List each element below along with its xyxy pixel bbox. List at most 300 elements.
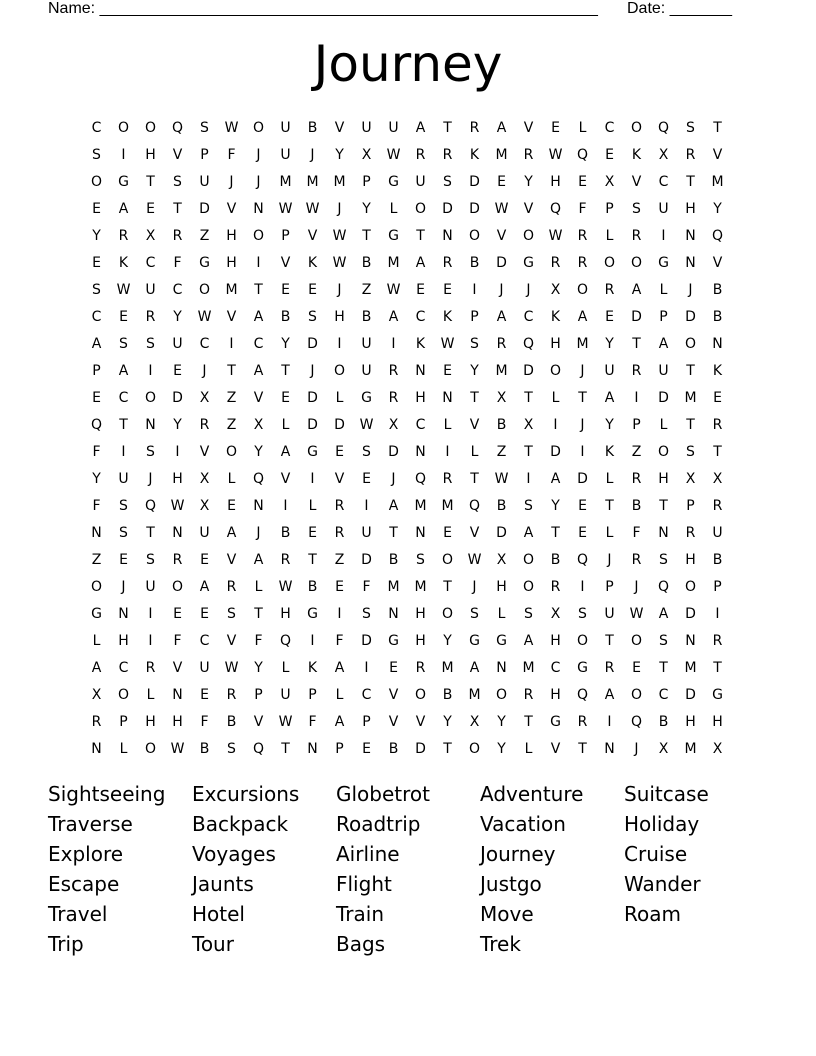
grid-letter: Y <box>254 443 263 460</box>
word-list-item: Cruise <box>624 842 688 866</box>
grid-letter: E <box>173 605 182 622</box>
grid-letter: L <box>659 416 668 433</box>
grid-letter: O <box>630 632 643 649</box>
grid-letter: R <box>442 254 453 271</box>
word-list-item: Escape <box>48 872 120 896</box>
grid-letter: I <box>310 470 315 487</box>
grid-letter: A <box>550 470 561 487</box>
grid-letter: R <box>712 497 723 514</box>
grid-letter: W <box>440 335 455 352</box>
grid-letter: R <box>118 227 129 244</box>
grid-letter: B <box>469 254 480 271</box>
grid-letter: L <box>389 200 398 217</box>
grid-letter: V <box>496 227 507 244</box>
grid-letter: S <box>146 551 155 568</box>
grid-letter: U <box>280 146 291 163</box>
word-list-item: Bags <box>336 932 386 956</box>
word-list-item: Traverse <box>48 812 133 836</box>
grid-letter: H <box>415 605 426 622</box>
grid-letter: W <box>278 200 293 217</box>
grid-letter: E <box>605 146 614 163</box>
grid-letter: R <box>577 254 588 271</box>
grid-letter: N <box>118 605 129 622</box>
grid-letter: R <box>172 227 183 244</box>
grid-letter: I <box>445 443 450 460</box>
grid-letter: B <box>712 308 723 325</box>
grid-letter: R <box>388 389 399 406</box>
grid-letter: D <box>658 389 669 406</box>
grid-letter: W <box>548 227 563 244</box>
grid-letter: H <box>712 713 723 730</box>
grid-letter: Y <box>497 740 506 757</box>
grid-letter: L <box>146 686 155 703</box>
grid-letter: E <box>173 362 182 379</box>
word-list-item: Journey <box>480 842 556 866</box>
grid-letter: P <box>686 497 695 514</box>
grid-letter: E <box>578 173 587 190</box>
grid-letter: H <box>550 686 561 703</box>
grid-letter: S <box>119 497 128 514</box>
grid-letter: S <box>119 335 128 352</box>
grid-letter: I <box>661 227 666 244</box>
grid-letter: E <box>227 497 236 514</box>
grid-letter: G <box>388 173 399 190</box>
grid-letter: X <box>496 551 507 568</box>
puzzle-title: Journey <box>313 35 503 93</box>
grid-letter: H <box>415 632 426 649</box>
grid-letter: G <box>469 632 480 649</box>
grid-letter: E <box>92 389 101 406</box>
grid-letter: F <box>173 254 182 271</box>
grid-letter: B <box>550 551 561 568</box>
grid-letter: A <box>334 713 345 730</box>
word-list-item: Tour <box>192 932 234 956</box>
grid-letter: V <box>226 551 237 568</box>
grid-letter: S <box>632 200 641 217</box>
grid-letter: T <box>686 416 695 433</box>
word-list-item: Wander <box>624 872 701 896</box>
grid-letter: S <box>146 335 155 352</box>
grid-letter: S <box>92 146 101 163</box>
grid-letter: A <box>577 308 588 325</box>
grid-letter: D <box>685 605 696 622</box>
grid-letter: E <box>335 443 344 460</box>
grid-letter: F <box>92 497 101 514</box>
grid-letter: N <box>91 524 102 541</box>
grid-letter: X <box>604 173 615 190</box>
grid-letter: E <box>443 362 452 379</box>
grid-letter: I <box>391 335 396 352</box>
grid-letter: B <box>712 281 723 298</box>
grid-letter: M <box>306 173 319 190</box>
grid-letter: D <box>442 200 453 217</box>
grid-letter: L <box>578 119 587 136</box>
grid-letter: T <box>443 578 452 595</box>
word-list-item: Jaunts <box>192 872 254 896</box>
grid-letter: R <box>685 524 696 541</box>
grid-letter: X <box>253 416 264 433</box>
grid-letter: V <box>334 470 345 487</box>
grid-letter: O <box>117 119 130 136</box>
grid-letter: T <box>605 632 614 649</box>
grid-letter: R <box>280 551 291 568</box>
grid-letter: N <box>496 659 507 676</box>
grid-letter: O <box>549 362 562 379</box>
grid-letter: O <box>252 119 265 136</box>
grid-letter: V <box>469 416 480 433</box>
grid-letter: V <box>307 227 318 244</box>
grid-letter: W <box>278 578 293 595</box>
grid-letter: G <box>523 254 534 271</box>
grid-letter: J <box>337 281 342 298</box>
grid-letter: H <box>145 713 156 730</box>
grid-letter: P <box>632 416 641 433</box>
grid-letter: I <box>472 281 477 298</box>
grid-letter: O <box>684 335 697 352</box>
grid-letter: J <box>634 578 639 595</box>
grid-letter: Q <box>171 119 184 136</box>
grid-letter: S <box>443 173 452 190</box>
grid-letter: D <box>685 308 696 325</box>
grid-letter: C <box>118 389 129 406</box>
grid-letter: U <box>604 605 615 622</box>
grid-letter: G <box>550 713 561 730</box>
grid-letter: M <box>225 281 238 298</box>
grid-letter: V <box>523 119 534 136</box>
grid-letter: X <box>91 686 102 703</box>
grid-letter: S <box>578 605 587 622</box>
grid-letter: X <box>388 416 399 433</box>
grid-letter: T <box>524 389 533 406</box>
grid-letter: U <box>361 119 372 136</box>
grid-letter: T <box>416 227 425 244</box>
grid-letter: R <box>442 146 453 163</box>
grid-letter: U <box>280 119 291 136</box>
grid-letter: S <box>659 551 668 568</box>
grid-letter: R <box>712 416 723 433</box>
grid-letter: R <box>496 335 507 352</box>
grid-letter: O <box>657 443 670 460</box>
grid-letter: L <box>281 659 290 676</box>
grid-letter: Y <box>254 659 263 676</box>
grid-letter: P <box>281 227 290 244</box>
word-list-item: Airline <box>336 842 400 866</box>
grid-letter: O <box>90 578 103 595</box>
word-list-item: Voyages <box>192 842 276 866</box>
grid-letter: Y <box>281 335 290 352</box>
grid-letter: H <box>550 173 561 190</box>
grid-letter: W <box>386 146 401 163</box>
grid-letter: E <box>119 551 128 568</box>
grid-letter: D <box>172 389 183 406</box>
word-list-item: Sightseeing <box>48 782 166 806</box>
grid-letter: U <box>199 524 210 541</box>
grid-letter: I <box>607 713 612 730</box>
grid-letter: O <box>576 632 589 649</box>
grid-letter: E <box>551 119 560 136</box>
grid-letter: E <box>308 524 317 541</box>
grid-letter: H <box>172 470 183 487</box>
grid-letter: I <box>526 470 531 487</box>
grid-letter: Y <box>551 497 560 514</box>
grid-letter: B <box>631 497 642 514</box>
grid-letter: R <box>226 578 237 595</box>
grid-letter: F <box>92 443 101 460</box>
grid-letter: W <box>548 146 563 163</box>
grid-letter: J <box>310 146 315 163</box>
grid-letter: V <box>415 713 426 730</box>
grid-letter: O <box>333 362 346 379</box>
grid-letter: W <box>494 200 509 217</box>
grid-letter: U <box>658 200 669 217</box>
grid-letter: D <box>577 470 588 487</box>
grid-letter: A <box>280 443 291 460</box>
grid-letter: G <box>91 605 102 622</box>
grid-letter: A <box>496 308 507 325</box>
grid-letter: L <box>308 497 317 514</box>
grid-letter: W <box>629 605 644 622</box>
grid-letter: D <box>307 335 318 352</box>
grid-letter: O <box>117 686 130 703</box>
grid-letter: T <box>281 362 290 379</box>
grid-letter: Y <box>335 146 344 163</box>
grid-letter: H <box>685 551 696 568</box>
grid-letter: S <box>119 524 128 541</box>
grid-letter: Q <box>279 632 292 649</box>
grid-letter: B <box>226 713 237 730</box>
grid-letter: K <box>118 254 129 271</box>
grid-letter: U <box>199 173 210 190</box>
grid-letter: Q <box>576 146 589 163</box>
grid-letter: R <box>523 686 534 703</box>
grid-letter: Y <box>470 362 479 379</box>
grid-letter: X <box>685 470 696 487</box>
grid-letter: O <box>522 227 535 244</box>
grid-letter: M <box>468 686 481 703</box>
grid-letter: T <box>632 335 641 352</box>
grid-letter: P <box>254 686 263 703</box>
grid-letter: D <box>307 416 318 433</box>
grid-letter: A <box>253 551 264 568</box>
grid-letter: C <box>523 308 534 325</box>
grid-letter: V <box>523 200 534 217</box>
grid-letter: V <box>226 308 237 325</box>
grid-letter: B <box>361 254 372 271</box>
grid-letter: E <box>362 470 371 487</box>
grid-letter: M <box>387 254 400 271</box>
grid-letter: O <box>495 686 508 703</box>
grid-letter: C <box>118 659 129 676</box>
word-list-item: Train <box>336 902 384 926</box>
grid-letter: D <box>334 416 345 433</box>
grid-letter: E <box>92 254 101 271</box>
grid-letter: R <box>91 713 102 730</box>
grid-letter: B <box>658 713 669 730</box>
grid-letter: A <box>415 254 426 271</box>
name-field[interactable]: Name: ________________________________________________________ <box>48 0 598 17</box>
grid-letter: T <box>659 497 668 514</box>
grid-letter: Q <box>657 578 670 595</box>
grid-letter: E <box>713 389 722 406</box>
grid-letter: Y <box>92 470 101 487</box>
grid-letter: T <box>146 173 155 190</box>
grid-letter: T <box>389 524 398 541</box>
grid-letter: J <box>499 281 504 298</box>
grid-letter: D <box>415 740 426 757</box>
grid-letter: U <box>658 362 669 379</box>
grid-letter: B <box>442 686 453 703</box>
grid-letter: T <box>578 740 587 757</box>
word-list-item: Backpack <box>192 812 289 836</box>
grid-letter: T <box>308 551 317 568</box>
grid-letter: G <box>307 605 318 622</box>
grid-letter: N <box>172 524 183 541</box>
grid-letter: R <box>712 632 723 649</box>
grid-letter: Y <box>605 335 614 352</box>
grid-letter: C <box>361 686 372 703</box>
word-list-item: Trek <box>480 932 521 956</box>
grid-letter: U <box>361 362 372 379</box>
grid-letter: A <box>523 524 534 541</box>
grid-letter: A <box>253 308 264 325</box>
grid-letter: V <box>631 173 642 190</box>
grid-letter: V <box>388 686 399 703</box>
grid-letter: A <box>658 605 669 622</box>
grid-letter: V <box>253 389 264 406</box>
grid-letter: L <box>497 605 506 622</box>
grid-letter: V <box>388 713 399 730</box>
grid-letter: D <box>631 308 642 325</box>
grid-letter: X <box>712 470 723 487</box>
grid-letter: Y <box>443 713 452 730</box>
grid-letter: J <box>472 578 477 595</box>
grid-letter: T <box>254 281 263 298</box>
grid-letter: O <box>414 200 427 217</box>
grid-letter: R <box>226 686 237 703</box>
grid-letter: J <box>229 173 234 190</box>
grid-letter: A <box>496 119 507 136</box>
grid-letter: F <box>632 524 641 541</box>
grid-letter: H <box>685 200 696 217</box>
grid-letter: O <box>468 740 481 757</box>
word-list-item: Globetrot <box>336 782 430 806</box>
grid-letter: S <box>227 740 236 757</box>
word-list-item: Trip <box>48 932 84 956</box>
grid-letter: H <box>280 605 291 622</box>
grid-letter: S <box>659 632 668 649</box>
grid-letter: L <box>254 578 263 595</box>
grid-letter: U <box>280 686 291 703</box>
grid-letter: Z <box>226 389 237 406</box>
grid-letter: P <box>335 740 344 757</box>
grid-letter: R <box>388 362 399 379</box>
word-list-item: Suitcase <box>624 782 709 806</box>
grid-letter: O <box>414 686 427 703</box>
grid-letter: D <box>685 686 696 703</box>
grid-letter: H <box>145 146 156 163</box>
word-list <box>48 779 768 959</box>
grid-letter: H <box>496 578 507 595</box>
grid-letter: G <box>577 659 588 676</box>
word-list-item: Adventure <box>480 782 584 806</box>
grid-letter: T <box>524 443 533 460</box>
grid-letter: A <box>118 362 129 379</box>
grid-letter: U <box>415 173 426 190</box>
grid-letter: L <box>227 470 236 487</box>
grid-letter: X <box>469 713 480 730</box>
grid-letter: C <box>145 254 156 271</box>
grid-letter: Y <box>605 416 614 433</box>
grid-letter: L <box>335 389 344 406</box>
grid-letter: P <box>362 173 371 190</box>
date-field[interactable]: Date: _______ <box>627 0 732 17</box>
letter-grid <box>83 114 731 762</box>
grid-letter: O <box>522 578 535 595</box>
grid-letter: S <box>524 497 533 514</box>
word-list-item: Justgo <box>480 872 542 896</box>
word-list-item: Vacation <box>480 812 566 836</box>
grid-letter: F <box>254 632 263 649</box>
grid-letter: Q <box>576 686 589 703</box>
grid-letter: W <box>224 659 239 676</box>
grid-letter: H <box>550 335 561 352</box>
grid-letter: C <box>604 119 615 136</box>
grid-letter: O <box>630 119 643 136</box>
grid-letter: O <box>576 281 589 298</box>
grid-letter: D <box>361 551 372 568</box>
grid-letter: O <box>630 686 643 703</box>
grid-letter: W <box>224 119 239 136</box>
grid-letter: R <box>334 524 345 541</box>
grid-letter: H <box>172 713 183 730</box>
grid-letter: L <box>524 740 533 757</box>
grid-letter: O <box>225 443 238 460</box>
grid-letter: R <box>442 470 453 487</box>
grid-letter: N <box>253 497 264 514</box>
grid-letter: G <box>658 254 669 271</box>
word-list-item: Roadtrip <box>336 812 421 836</box>
grid-letter: G <box>307 443 318 460</box>
grid-letter: E <box>497 173 506 190</box>
grid-letter: Q <box>522 335 535 352</box>
grid-letter: L <box>605 227 614 244</box>
grid-letter: W <box>116 281 131 298</box>
grid-letter: T <box>713 119 722 136</box>
grid-letter: A <box>118 200 129 217</box>
grid-letter: C <box>658 173 669 190</box>
grid-letter: T <box>362 227 371 244</box>
grid-letter: G <box>361 389 372 406</box>
grid-letter: U <box>361 524 372 541</box>
grid-letter: U <box>145 281 156 298</box>
grid-letter: N <box>442 389 453 406</box>
grid-letter: R <box>145 308 156 325</box>
word-list-item: Explore <box>48 842 124 866</box>
grid-letter: E <box>578 524 587 541</box>
grid-letter: E <box>389 659 398 676</box>
grid-letter: J <box>580 416 585 433</box>
grid-letter: J <box>580 362 585 379</box>
grid-letter: K <box>415 335 426 352</box>
grid-letter: C <box>550 659 561 676</box>
grid-letter: M <box>576 335 589 352</box>
grid-letter: S <box>173 173 182 190</box>
grid-letter: G <box>388 632 399 649</box>
grid-letter: N <box>145 416 156 433</box>
grid-letter: O <box>441 551 454 568</box>
grid-letter: K <box>631 146 642 163</box>
grid-letter: T <box>686 362 695 379</box>
